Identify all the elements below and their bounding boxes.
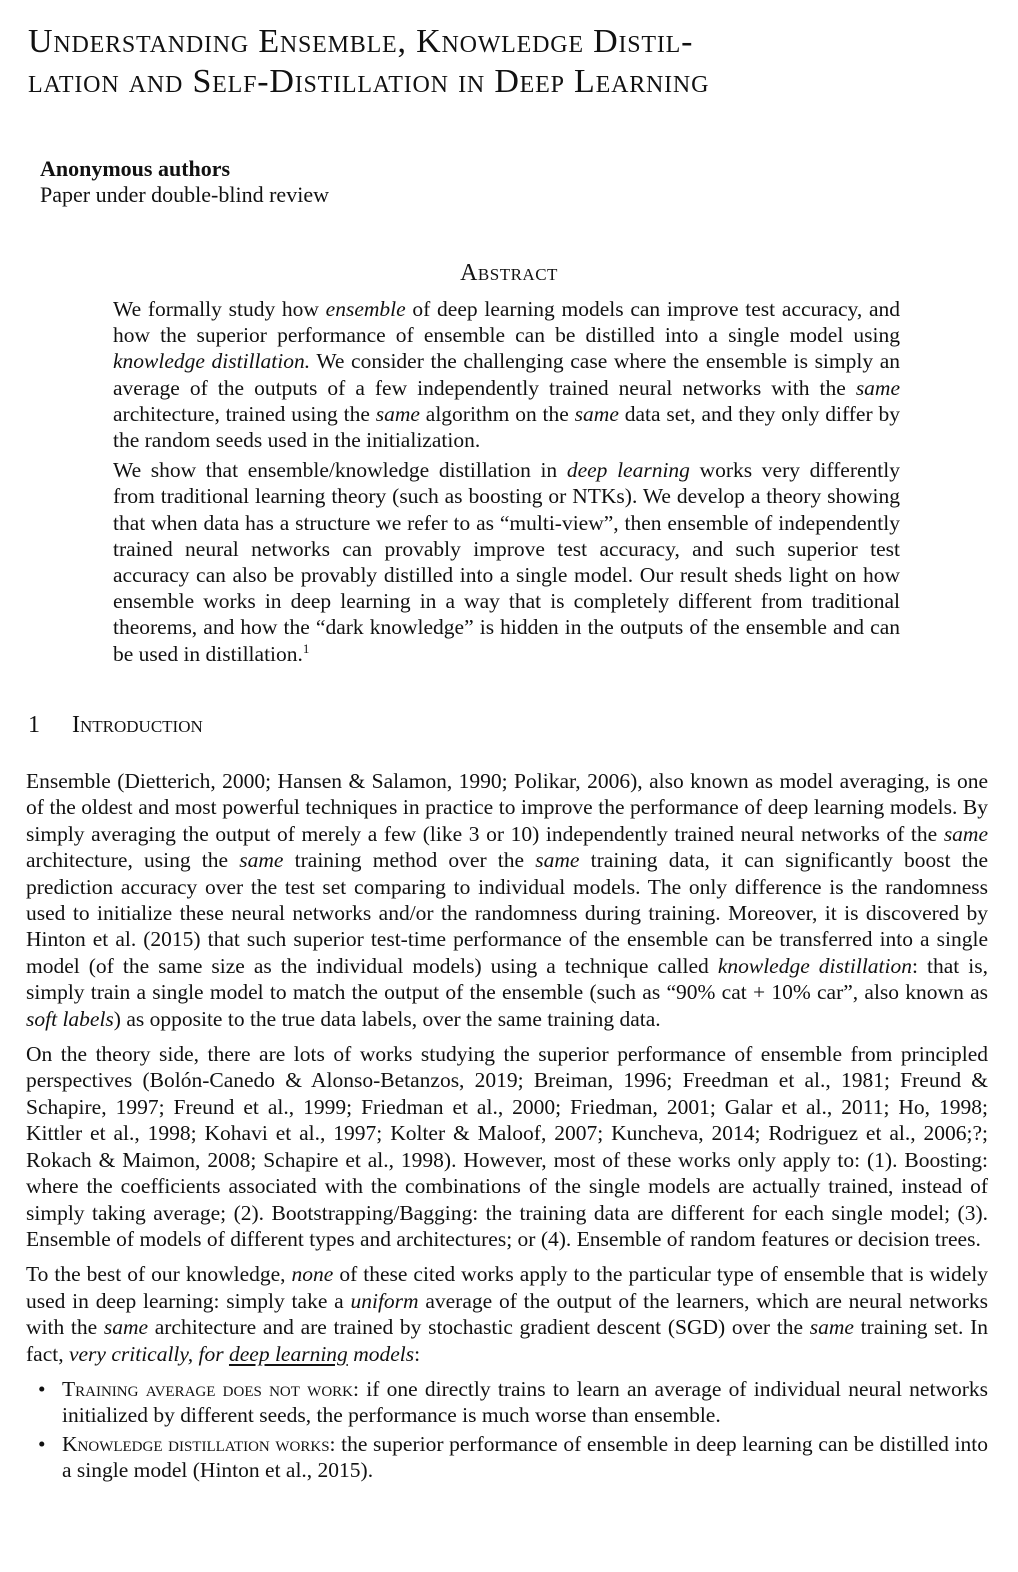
bullet-text: the superior performance of ensemble in deep learning can be distilled into a single model (Hinton et al., 2015). xyxy=(62,1431,988,1483)
emphasis: same xyxy=(239,848,284,873)
abstract-body xyxy=(113,296,900,667)
emphasis: same xyxy=(943,821,988,846)
body-text: : that is, simply train a single model to match the output of the ensemble (such as “90% cat + 10% car”, also known as xyxy=(26,953,989,1005)
section-title: Introduction xyxy=(72,712,203,738)
section-heading-introduction xyxy=(28,712,203,739)
body-text: of these cited works apply to the particular type of ensemble that is widely used in deep learning: simply take a xyxy=(26,1262,988,1313)
emphasis: uniform xyxy=(350,1288,419,1313)
bullet-heading: Training average does not work: xyxy=(62,1376,359,1401)
abstract-text: algorithm on the xyxy=(419,401,575,426)
author-names: Anonymous authors xyxy=(40,156,231,181)
intro-paragraph-1 xyxy=(26,768,988,1032)
emphasis-underlined xyxy=(229,1342,348,1366)
bullet-icon: • xyxy=(38,1376,46,1401)
body-text: training set. In fact, xyxy=(26,1315,988,1366)
abstract-text: data set, and they only differ by the random seeds used in the initialization. xyxy=(113,401,900,453)
body-text: training data, it can significantly boost the prediction accuracy over the test set comparing to individual models. The only difference is the randomness used to initialize these neural networks and/or the randomness during training. Moreover, it is discovered by Hinton et al. (2015) that such superior test-time performance of the ensemble can be transferred into a single model (of the same size as the individual models) using a technique called xyxy=(26,848,988,978)
emphasis: same xyxy=(574,401,619,426)
author-block xyxy=(40,156,329,208)
introduction-body xyxy=(26,768,988,1486)
bullet-list xyxy=(26,1376,988,1484)
emphasis: very critically, for xyxy=(68,1341,229,1366)
emphasis: same xyxy=(375,401,420,426)
body-text: ) as opposite to the true data labels, over the same training data. xyxy=(113,1006,661,1031)
abstract-text: of deep learning models can improve test accuracy, and how the superior performance of ensemble can be distilled into a single model using xyxy=(113,297,900,348)
body-text: To the best of our knowledge, xyxy=(26,1262,292,1287)
paper-title xyxy=(28,22,998,102)
intro-paragraph-2: On the theory side, there are lots of works studying the superior performance of ensemble from principled perspectives (Bolón-Canedo & Alonso-Betanzos, 2019; Breiman, 1996; Freedman et al., 1981; Freund & Schapire, 1997; Freund et al., 1999; Friedman et al., 2000; Friedman, 2001; Galar et al., 2011; Ho, 1998; Kittler et al., 1998; Kohavi et al., 1997; Kolter & Maloof, 2007; Kuncheva, 2014; Rodriguez et al., 2006;?; Rokach & Maimon, 2008; Schapire et al., 1998). However, most of these works only apply to: (1). Boosting: where the coefficients associated with the combinations of the single models are actually trained, instead of simply taking average; (2). Bootstrapping/Bagging: the training data are different for each single model; (3). Ensemble of models of different types and architectures; or (4). Ensemble of random features or decision trees. xyxy=(26,1042,988,1251)
bullet-icon: • xyxy=(38,1431,46,1456)
body-text: training method over the xyxy=(283,848,536,873)
abstract-heading: Abstract xyxy=(460,260,558,286)
emphasis: deep learning xyxy=(566,458,690,483)
body-text: architecture and are trained by stochastic gradient descent (SGD) over the xyxy=(148,1315,810,1340)
section-number: 1 xyxy=(28,712,40,738)
emphasis: soft labels xyxy=(26,1006,114,1031)
abstract-paragraph-2 xyxy=(113,457,900,667)
underlined-text: deep learning xyxy=(228,1341,348,1366)
list-item xyxy=(26,1376,988,1429)
body-text: average of the output of the learners, which are neural networks with the xyxy=(26,1288,988,1340)
emphasis: ensemble xyxy=(325,297,406,321)
abstract-paragraph-1 xyxy=(113,296,900,453)
title-line-1: Understanding Ensemble, Knowledge Distil- xyxy=(28,23,694,60)
abstract-text: architecture, trained using the xyxy=(113,401,376,426)
emphasis: models xyxy=(347,1341,415,1366)
abstract-text: We formally study how xyxy=(113,297,326,321)
emphasis: same xyxy=(809,1315,854,1340)
body-text: : xyxy=(414,1341,421,1366)
emphasis: knowledge distillation. xyxy=(113,349,311,374)
list-item xyxy=(26,1431,988,1484)
abstract-text: We consider the challenging case where the ensemble is simply an average of the outputs of a few independently trained neural networks with the xyxy=(113,349,900,400)
title-line-2: lation and Self-Distillation in Deep Learning xyxy=(28,63,710,100)
emphasis: knowledge distillation xyxy=(717,953,912,978)
emphasis: same xyxy=(103,1315,149,1340)
emphasis: none xyxy=(291,1262,334,1287)
abstract-text: We show that ensemble/knowledge distillation in xyxy=(113,458,567,483)
intro-paragraph-3 xyxy=(26,1261,988,1367)
emphasis: same xyxy=(535,848,580,873)
footnote-marker[interactable]: 1 xyxy=(302,640,310,656)
body-text: architecture, using the xyxy=(26,848,240,873)
review-note: Paper under double-blind review xyxy=(40,182,329,207)
abstract-text: works very differently from traditional learning theory (such as boosting or NTKs). We develop a theory showing that when data has a structure we refer to as “multi-view”, then ensemble of independently trained neural networks can provably improve test accuracy, and such superior test accuracy can also be provably distilled into a single model. Our result sheds light on how ensemble works in deep learning in a way that is completely different from traditional theorems, and how the “dark knowledge” is hidden in the outputs of the ensemble and can be used in distillation. xyxy=(113,458,900,666)
bullet-heading: Knowledge distillation works: xyxy=(62,1431,336,1456)
emphasis: same xyxy=(855,375,900,400)
body-text: Ensemble (Dietterich, 2000; Hansen & Salamon, 1990; Polikar, 2006), also known as model averaging, is one of the oldest and most powerful techniques in practice to improve the performance of deep learning models. By simply averaging the output of merely a few (like 3 or 10) independently trained neural networks of the xyxy=(26,769,988,846)
bullet-text: if one directly trains to learn an average of individual neural networks initialized by different seeds, the performance is much worse than ensemble. xyxy=(62,1376,989,1428)
